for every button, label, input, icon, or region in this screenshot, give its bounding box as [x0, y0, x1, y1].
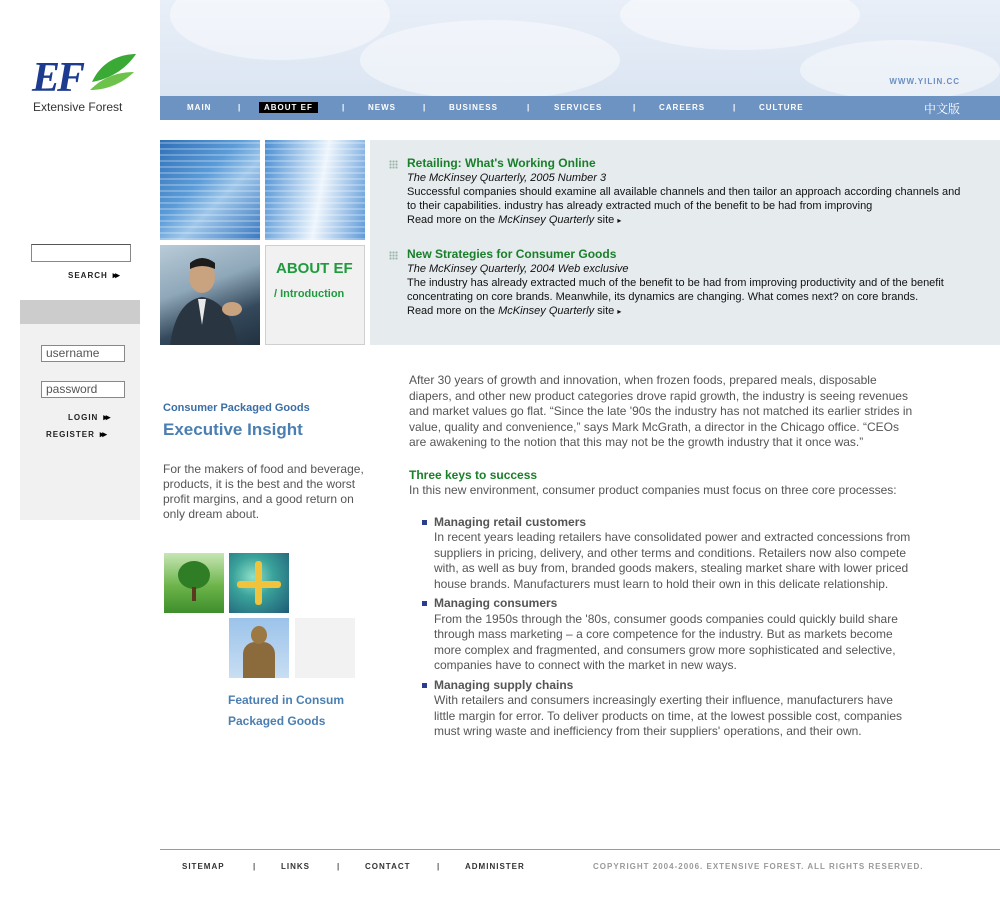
brand-logo[interactable]: [30, 50, 140, 120]
read-more-suffix: site: [594, 214, 615, 226]
search-button[interactable]: [68, 270, 118, 281]
key-heading: Managing supply chains: [434, 677, 574, 692]
insight-description: For the makers of food and beverage, products, it is the best and the worst profit margins, and a good return on only dream about.: [163, 462, 364, 521]
footer-separator: |: [337, 862, 341, 871]
featured-link[interactable]: [228, 690, 344, 732]
username-field[interactable]: username: [41, 345, 125, 362]
footer-links[interactable]: LINKS: [281, 862, 310, 871]
technology-thumbnail[interactable]: [229, 553, 289, 613]
article-intro: After 30 years of growth and innovation, when frozen foods, prepared meals, disposable diapers, and other new product categories drove rapid growth, the industry is seeing revenues and market values go flat. “Since the late '90s the industry has not matched its earlier strides in value, quality and convenience,” says Mark McGrath, a director in the Chicago office. “CEOs are awakening to the notion that this may not be the growth industry that it once was.”: [409, 373, 913, 449]
nav-culture[interactable]: CULTURE: [759, 103, 804, 112]
keys-heading: Three keys to success: [409, 467, 538, 482]
key-text: With retailers and consumers increasingly exerting their influence, manufacturers have little margin for error. To deliver products on time, at the lowest possible cost, companies must wring waste and inefficiency from their suppliers' operations, and their own.: [434, 693, 902, 738]
tree-thumbnail[interactable]: [164, 553, 224, 613]
key-text: From the 1950s through the '80s, consumer goods companies could quickly build share through mass marketing – a core competence for the industry. But as markets become more complex and fragmented, and consumers grow more sophisticated and selective, companies have to connect with the market in new ways.: [434, 611, 898, 672]
about-subtitle: / Introduction: [274, 288, 345, 300]
footer-divider: [160, 849, 1000, 850]
nav-careers[interactable]: CAREERS: [659, 103, 706, 112]
footer-sitemap[interactable]: SITEMAP: [182, 862, 225, 871]
main-nav: [160, 96, 1000, 120]
login-button[interactable]: [68, 412, 108, 423]
keys-intro: In this new environment, consumer product companies must focus on three core processes:: [409, 483, 897, 497]
nav-separator: |: [342, 103, 345, 112]
footer-separator: |: [437, 862, 441, 871]
list-item: [434, 596, 914, 674]
news-source: The McKinsey Quarterly, 2004 Web exclusive: [407, 263, 629, 275]
blank-thumbnail: [295, 618, 355, 678]
read-more-suffix: site: [594, 305, 615, 317]
about-ef-link[interactable]: [265, 245, 365, 345]
news-panel: [370, 140, 1000, 345]
nav-business[interactable]: BUSINESS: [449, 103, 498, 112]
businessman-photo: [160, 245, 260, 345]
password-field[interactable]: password: [41, 381, 125, 398]
login-panel-header: [20, 300, 140, 324]
read-more-site: McKinsey Quarterly: [498, 305, 595, 317]
site-url-link[interactable]: WWW.YILIN.CC: [889, 77, 960, 86]
nav-separator: |: [238, 103, 241, 112]
nav-separator: |: [423, 103, 426, 112]
list-item: [434, 515, 914, 593]
nav-news[interactable]: NEWS: [368, 103, 396, 112]
arrow-right-icon: ▸: [617, 216, 622, 225]
nav-separator: |: [733, 103, 736, 112]
nav-main[interactable]: MAIN: [187, 103, 212, 112]
key-heading: Managing retail customers: [434, 514, 587, 529]
news-item: [407, 156, 967, 228]
read-more-link[interactable]: [407, 304, 967, 319]
news-body: Successful companies should examine all available channels and then tailor an approach according channels and to their capabilities. industry has already extracted much of the benefit to be had from improving: [407, 186, 961, 212]
news-body: The industry has already extracted much of the benefit to be had from improving productivity and of the benefit concentrating on core brands. Meanwhile, its dynamics are changing. What comes next? on core brands.: [407, 277, 944, 303]
leaf-icon: [88, 52, 138, 92]
double-arrow-icon: ▸▸: [103, 412, 109, 422]
category-label: Consumer Packaged Goods: [163, 402, 310, 414]
tree-icon: [178, 561, 210, 589]
register-label: REGISTER: [46, 430, 95, 439]
key-heading: Managing consumers: [434, 596, 558, 610]
read-more-site: McKinsey Quarterly: [498, 214, 595, 226]
about-title: ABOUT EF: [276, 260, 353, 277]
arrow-right-icon: ▸: [617, 307, 622, 316]
read-more-link[interactable]: [407, 213, 967, 228]
building-photo: [160, 140, 260, 240]
login-label: LOGIN: [68, 413, 99, 422]
news-title[interactable]: New Strategies for Consumer Goods: [407, 247, 617, 261]
buddha-icon: [251, 626, 267, 644]
search-label: SEARCH: [68, 271, 108, 280]
businessman-icon: [160, 245, 260, 345]
register-button[interactable]: [46, 429, 105, 440]
section-title: Executive Insight: [163, 420, 303, 439]
list-item: [434, 678, 914, 740]
read-more-prefix: Read more on the: [407, 305, 499, 317]
nav-separator: |: [633, 103, 636, 112]
grid-bullet-icon: [389, 251, 398, 260]
double-arrow-icon: ▸▸: [112, 270, 118, 280]
logo-mark: EF: [32, 55, 83, 101]
skyscraper-photo: [265, 140, 365, 240]
nav-services[interactable]: SERVICES: [554, 103, 603, 112]
news-source: The McKinsey Quarterly, 2005 Number 3: [407, 172, 607, 184]
language-switch[interactable]: 中文版: [923, 102, 960, 116]
brand-name: Extensive Forest: [33, 100, 123, 114]
featured-line: Packaged Goods: [228, 714, 326, 728]
footer-contact[interactable]: CONTACT: [365, 862, 411, 871]
grid-bullet-icon: [389, 160, 398, 169]
login-panel: [20, 300, 140, 520]
header-banner: [160, 0, 1000, 96]
double-arrow-icon: ▸▸: [99, 429, 105, 439]
buddha-thumbnail[interactable]: [229, 618, 289, 678]
search-input[interactable]: [31, 244, 131, 262]
read-more-prefix: Read more on the: [407, 214, 499, 226]
keys-list: [409, 515, 914, 740]
article-body: [409, 373, 914, 744]
footer-separator: |: [253, 862, 257, 871]
nav-separator: |: [527, 103, 530, 112]
news-item: [407, 247, 967, 319]
nav-about-ef[interactable]: ABOUT EF: [259, 102, 318, 113]
footer-administer[interactable]: ADMINISTER: [465, 862, 525, 871]
news-title[interactable]: Retailing: What's Working Online: [407, 156, 596, 170]
copyright-text: COPYRIGHT 2004-2006. EXTENSIVE FOREST. ALL RIGHTS RESERVED.: [593, 862, 924, 871]
key-text: In recent years leading retailers have consolidated power and extracted concessions from suppliers in pricing, delivery, and other terms and conditions. Retailers now also compete with, as well as buy from, branded goods makers, stealing market share with lower priced house brands. Manufacturers must learn to hold their own in this delicate relationship.: [434, 530, 911, 591]
featured-line: Featured in Consum: [228, 693, 345, 707]
